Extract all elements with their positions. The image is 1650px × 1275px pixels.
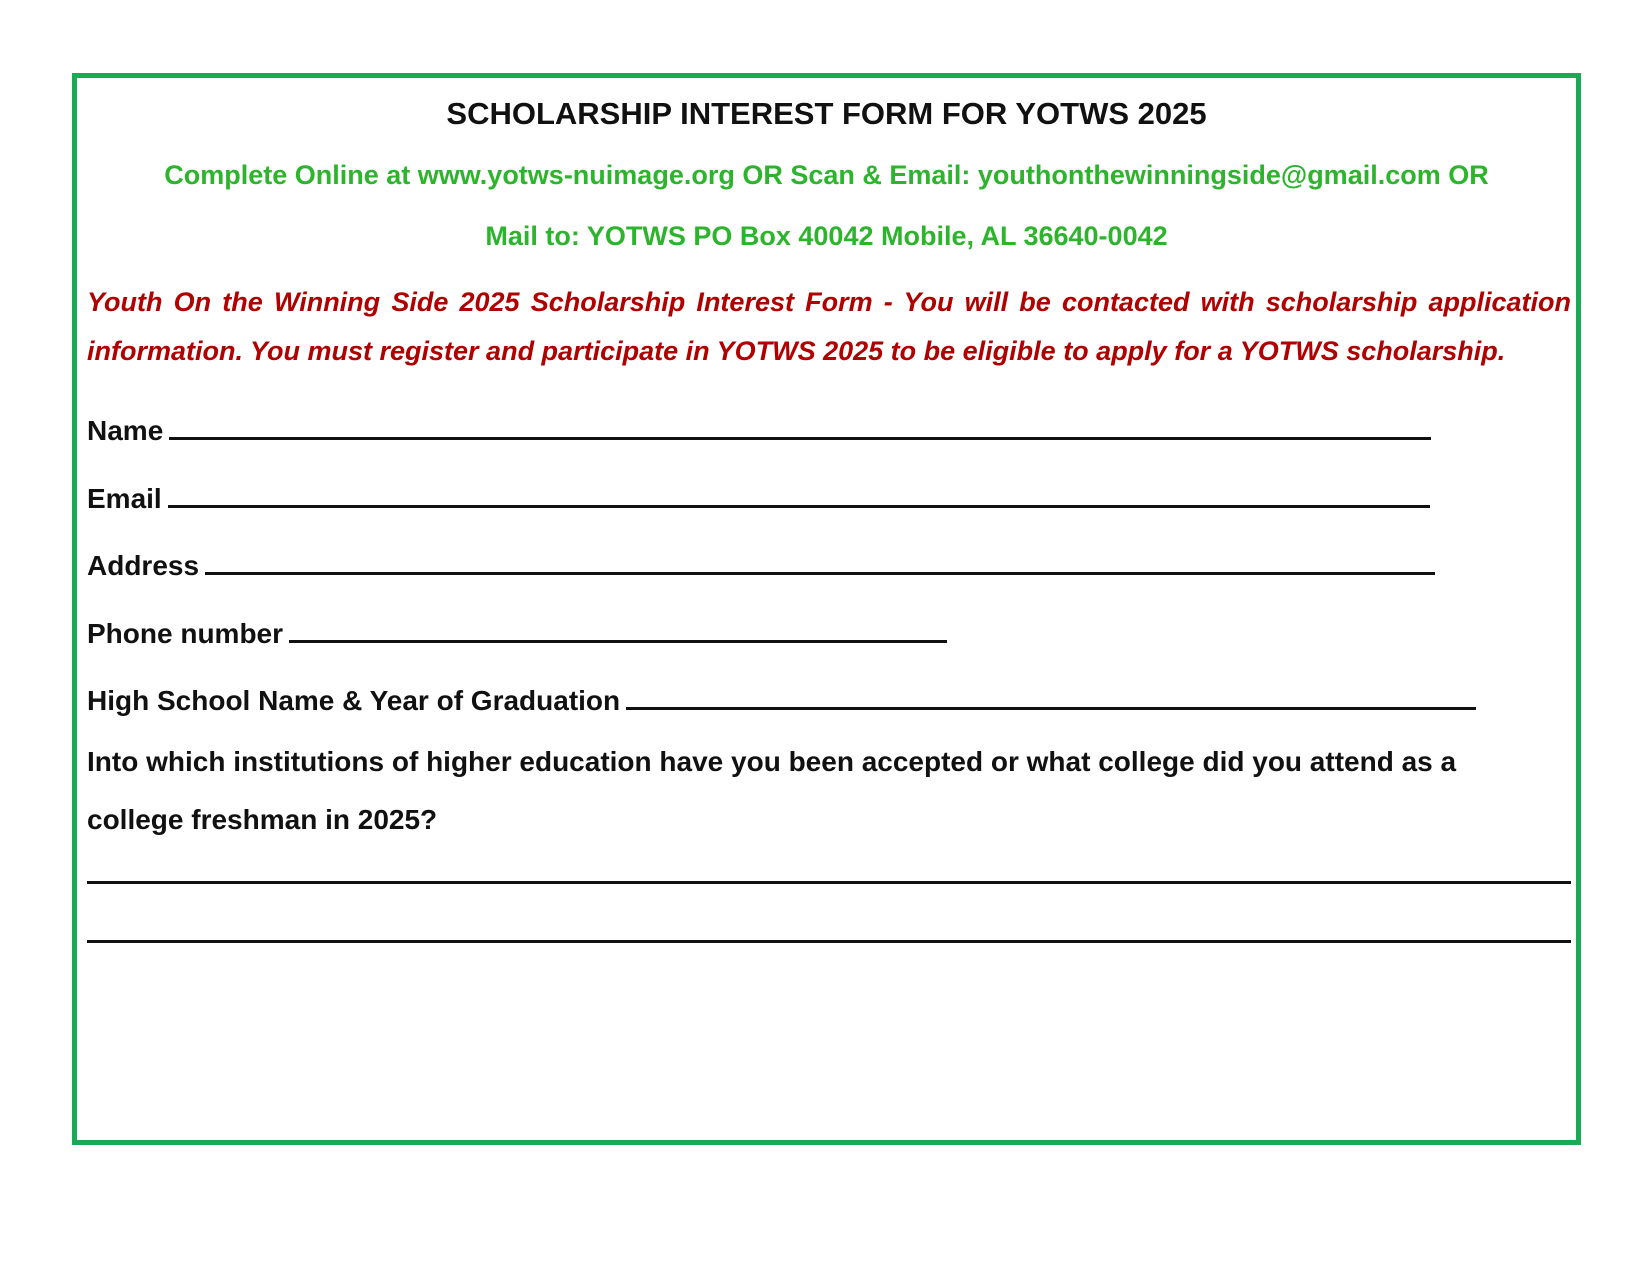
eligibility-notice: Youth On the Winning Side 2025 Scholarship Interest Form - You will be contacted with scholarship application information. You must register and participate in YOTWS 2025 to be eligible to apply for a YOTWS scholarship. [87, 287, 1571, 366]
address-blank[interactable] [205, 570, 1435, 575]
name-label: Name [87, 415, 164, 446]
submit-instructions-line-2: Mail to: YOTWS PO Box 40042 Mobile, AL 36640-0042 [485, 221, 1168, 251]
email-blank[interactable] [168, 503, 1430, 508]
answer-blank-line-1[interactable] [87, 881, 1571, 884]
name-field[interactable] [87, 415, 1431, 447]
form-frame [72, 73, 1581, 1145]
form-title: SCHOLARSHIP INTEREST FORM FOR YOTWS 2025 [446, 96, 1207, 131]
answer-blank-line-2[interactable] [87, 940, 1571, 943]
college-question: Into which institutions of higher education have you been accepted or what college did you attend as a college freshman in 2025? [87, 746, 1457, 835]
address-field[interactable] [87, 550, 1435, 582]
address-label: Address [87, 550, 200, 581]
email-label: Email [87, 483, 162, 514]
high-school-label: High School Name & Year of Graduation [87, 685, 621, 716]
phone-blank[interactable] [289, 638, 947, 643]
phone-field[interactable] [87, 618, 947, 650]
high-school-field[interactable] [87, 685, 1476, 717]
email-field[interactable] [87, 483, 1430, 515]
phone-label: Phone number [87, 618, 284, 649]
submit-instructions-line-1: Complete Online at www.yotws-nuimage.org OR Scan & Email: youthonthewinningside@gmail.com OR [164, 160, 1489, 190]
name-blank[interactable] [169, 435, 1431, 440]
high-school-blank[interactable] [626, 705, 1476, 710]
